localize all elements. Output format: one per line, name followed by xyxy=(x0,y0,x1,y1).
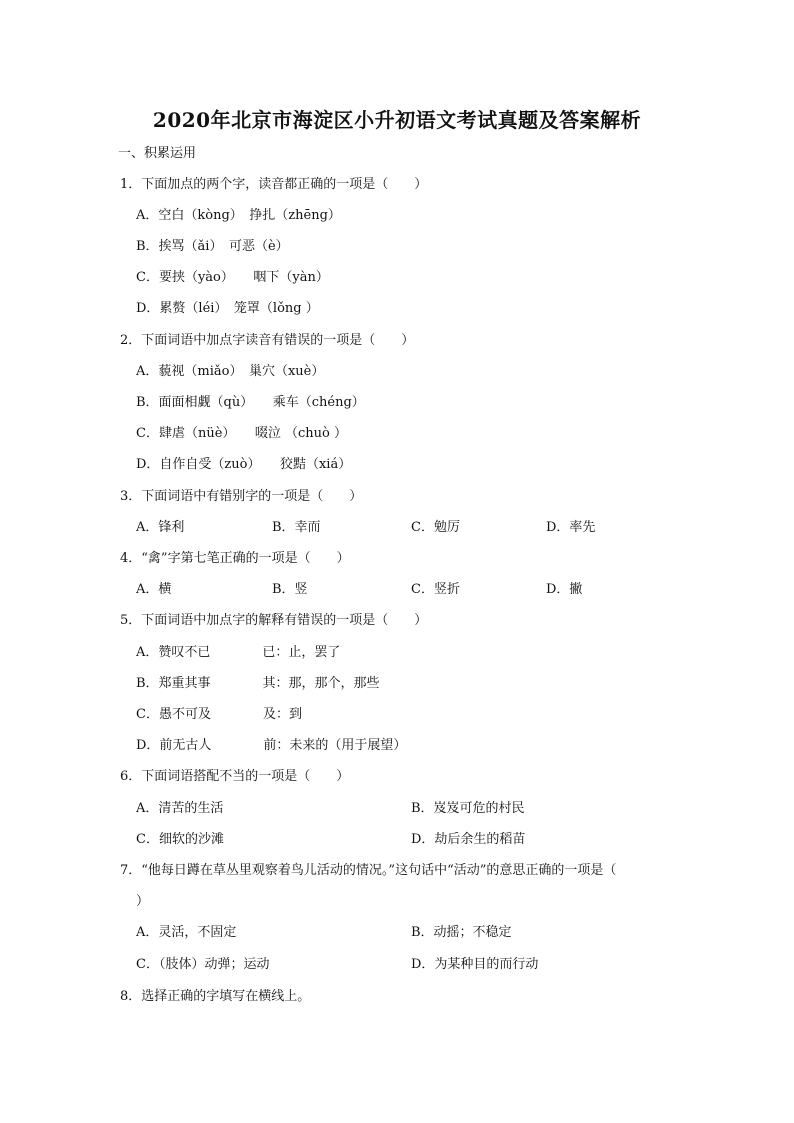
question-1-stem: 1．下面加点的两个字，读音都正确的一项是（ ） xyxy=(120,177,428,192)
question-4-stem: 4．“禽”字第七笔正确的一项是（ ） xyxy=(120,551,350,566)
question-7-stem: 7．“他每日蹲在草丛里观察着鸟儿活动的情况。”这句话中“活动”的意思正确的一项是（ xyxy=(120,863,617,878)
question-2-option-b: B．面面相觑（qù） 乘车（chéng） xyxy=(136,395,365,410)
question-3-option-d: D．率先 xyxy=(546,520,596,535)
question-2-option-c: C．肆虐（nüè） 啜泣 （chuò ） xyxy=(136,426,348,441)
question-3-option-b: B．幸而 xyxy=(272,520,321,535)
question-2-option-a: A．藐视（miǎo） 巢穴（xuè） xyxy=(136,364,325,379)
question-6-option-b: B．岌岌可危的村民 xyxy=(411,801,525,816)
question-2-stem: 2．下面词语中加点字读音有错误的一项是（ ） xyxy=(120,333,415,348)
question-4-option-a: A．横 xyxy=(136,582,172,597)
question-7-option-c: C．（肢体）动弹；运动 xyxy=(136,957,270,972)
question-2-option-d: D．自作自受（zuò） 狡黠（xiá） xyxy=(136,457,352,472)
question-4-option-b: B．竖 xyxy=(272,582,308,597)
question-5-option-b: B．郑重其事 其：那，那个，那些 xyxy=(136,676,380,691)
question-8-stem: 8．选择正确的字填写在横线上。 xyxy=(120,989,311,1004)
question-7-stem-continued: ） xyxy=(136,894,150,909)
question-6-stem: 6．下面词语搭配不当的一项是（ ） xyxy=(120,769,350,784)
question-1-option-a: A．空白（kòng） 挣扎（zhēng） xyxy=(136,208,341,223)
question-1-option-b: B．挨骂（ǎi） 可恶（è） xyxy=(136,239,289,254)
question-6-option-d: D．劫后余生的稻苗 xyxy=(411,832,526,847)
question-5-stem: 5．下面词语中加点字的解释有错误的一项是（ ） xyxy=(120,613,428,628)
question-3-option-a: A．锋利 xyxy=(136,520,185,535)
question-3-option-c: C．勉厉 xyxy=(411,520,460,535)
question-5-option-c: C．愚不可及 及：到 xyxy=(136,707,302,722)
question-7-option-d: D．为某种目的而行动 xyxy=(411,957,539,972)
question-5-option-d: D．前无古人 前：未来的（用于展望） xyxy=(136,738,407,753)
question-7-option-a: A．灵活，不固定 xyxy=(136,925,237,940)
page-title: 2020年北京市海淀区小升初语文考试真题及答案解析 xyxy=(152,108,642,132)
question-1-option-c: C．要挟（yào） 咽下（yàn） xyxy=(136,270,329,285)
question-5-option-a: A．赞叹不已 已：止，罢了 xyxy=(136,645,341,660)
question-4-option-d: D．撇 xyxy=(546,582,583,597)
section-heading: 一、积累运用 xyxy=(118,146,197,161)
question-4-option-c: C．竖折 xyxy=(411,582,460,597)
question-6-option-a: A．清苦的生活 xyxy=(136,801,224,816)
question-7-option-b: B．动摇；不稳定 xyxy=(411,925,512,940)
question-3-stem: 3．下面词语中有错别字的一项是（ ） xyxy=(120,489,363,504)
question-1-option-d: D．累赘（léi） 笼罩（lǒng ） xyxy=(136,301,319,316)
question-6-option-c: C．细软的沙滩 xyxy=(136,832,224,847)
